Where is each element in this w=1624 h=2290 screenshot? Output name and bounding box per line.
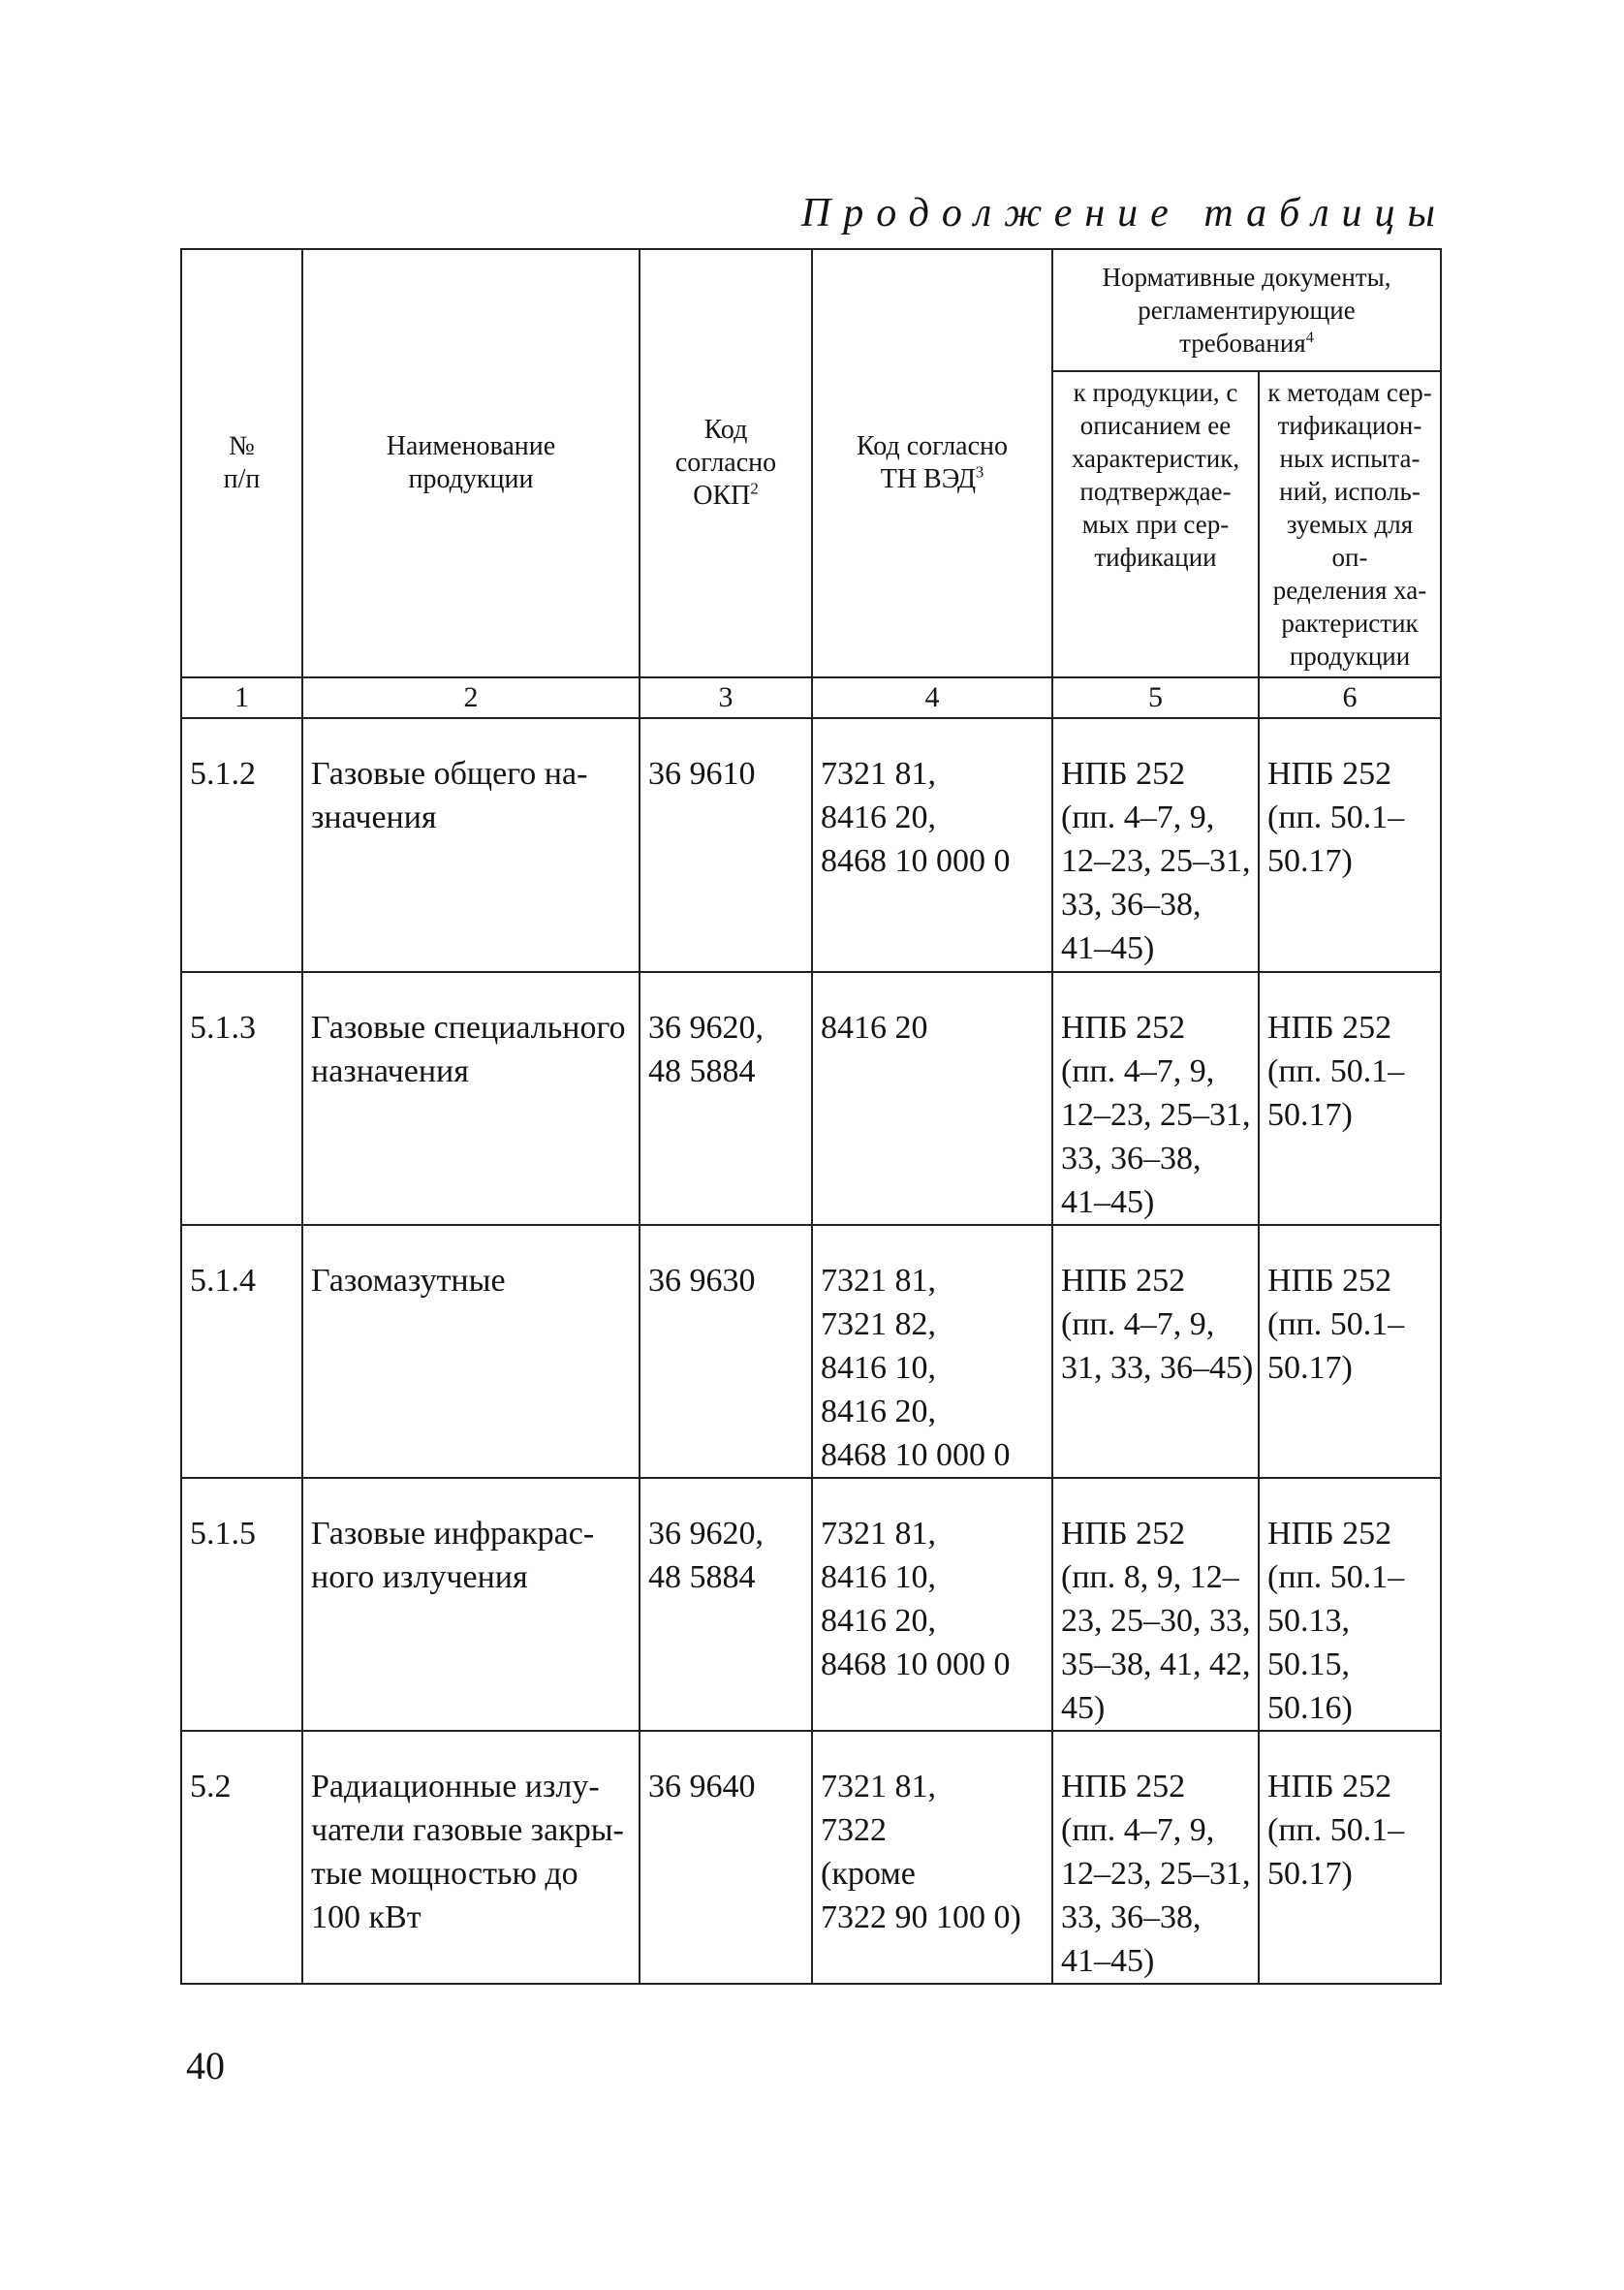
header-docs-group (1052, 249, 1441, 371)
row-name: Газовые инфракрас- ного излучения (302, 1478, 640, 1731)
header-okp (640, 249, 812, 677)
certification-table (180, 248, 1442, 1985)
table-row (181, 1731, 1441, 1984)
row-okp: 36 9640 (640, 1731, 812, 1984)
row-name: Газомазутные (302, 1225, 640, 1478)
column-number: 5 (1052, 677, 1259, 718)
row-okp: 36 9630 (640, 1225, 812, 1478)
row-name: Радиационные излу- чатели газовые закры- тые мощностью до 100 кВт (302, 1731, 640, 1984)
row-tnved: 7321 81, 8416 10, 8416 20, 8468 10 000 0 (812, 1478, 1052, 1731)
header-docs-group-text: Нормативные документы, регламентирующие требования (1102, 263, 1391, 358)
row-name: Газовые общего на- значения (302, 718, 640, 972)
row-tnved: 7321 81, 7322 (кроме 7322 90 100 0) (812, 1731, 1052, 1984)
row-docs-methods: НПБ 252 (пп. 50.1– 50.17) (1259, 1225, 1441, 1478)
row-docs-methods: НПБ 252 (пп. 50.1– 50.17) (1259, 718, 1441, 972)
row-num: 5.1.5 (181, 1478, 302, 1731)
row-okp: 36 9610 (640, 718, 812, 972)
header-docs-product: к продукции, с описанием ее характеристик, подтверждае- мых при сер- тификации (1052, 371, 1259, 677)
header-tnved-footnote: 3 (975, 462, 984, 482)
column-number: 1 (181, 677, 302, 718)
row-okp: 36 9620, 48 5884 (640, 972, 812, 1225)
header-docs-group-footnote: 4 (1305, 329, 1314, 346)
table-row (181, 972, 1441, 1225)
header-tnved-text: Код согласно ТН ВЭД (856, 431, 1009, 494)
row-name: Газовые специального назначения (302, 972, 640, 1225)
row-docs-product: НПБ 252 (пп. 4–7, 9, 31, 33, 36–45) (1052, 1225, 1259, 1478)
row-docs-product: НПБ 252 (пп. 4–7, 9, 12–23, 25–31, 33, 36–38, 41–45) (1052, 972, 1259, 1225)
column-number-row (181, 677, 1441, 718)
row-docs-methods: НПБ 252 (пп. 50.1– 50.17) (1259, 1731, 1441, 1984)
column-number: 4 (812, 677, 1052, 718)
table-row (181, 718, 1441, 972)
header-num: № п/п (181, 249, 302, 677)
row-docs-product: НПБ 252 (пп. 4–7, 9, 12–23, 25–31, 33, 36–38, 41–45) (1052, 1731, 1259, 1984)
header-docs-methods: к методам сер- тификацион- ных испыта- ний, исполь- зуемых для оп- ределения ха- рактеристик продукции (1259, 371, 1441, 677)
row-okp: 36 9620, 48 5884 (640, 1478, 812, 1731)
row-docs-methods: НПБ 252 (пп. 50.1– 50.13, 50.15, 50.16) (1259, 1478, 1441, 1731)
row-num: 5.1.2 (181, 718, 302, 972)
page-number: 40 (186, 2044, 225, 2087)
row-tnved: 8416 20 (812, 972, 1052, 1225)
row-docs-methods: НПБ 252 (пп. 50.1– 50.17) (1259, 972, 1441, 1225)
table-row (181, 1225, 1441, 1478)
continuation-title: Продолжение таблицы (800, 191, 1448, 235)
row-docs-product: НПБ 252 (пп. 4–7, 9, 12–23, 25–31, 33, 36–38, 41–45) (1052, 718, 1259, 972)
row-num: 5.1.3 (181, 972, 302, 1225)
row-tnved: 7321 81, 7321 82, 8416 10, 8416 20, 8468 10 000 0 (812, 1225, 1052, 1478)
header-okp-text: Код согласно ОКП (674, 415, 777, 511)
header-name: Наименование продукции (302, 249, 640, 677)
column-number: 3 (640, 677, 812, 718)
table-row (181, 1478, 1441, 1731)
row-num: 5.2 (181, 1731, 302, 1984)
header-tnved (812, 249, 1052, 677)
row-tnved: 7321 81, 8416 20, 8468 10 000 0 (812, 718, 1052, 972)
column-number: 6 (1259, 677, 1441, 718)
header-okp-footnote: 2 (750, 479, 759, 498)
column-number: 2 (302, 677, 640, 718)
row-docs-product: НПБ 252 (пп. 8, 9, 12– 23, 25–30, 33, 35–38, 41, 42, 45) (1052, 1478, 1259, 1731)
row-num: 5.1.4 (181, 1225, 302, 1478)
